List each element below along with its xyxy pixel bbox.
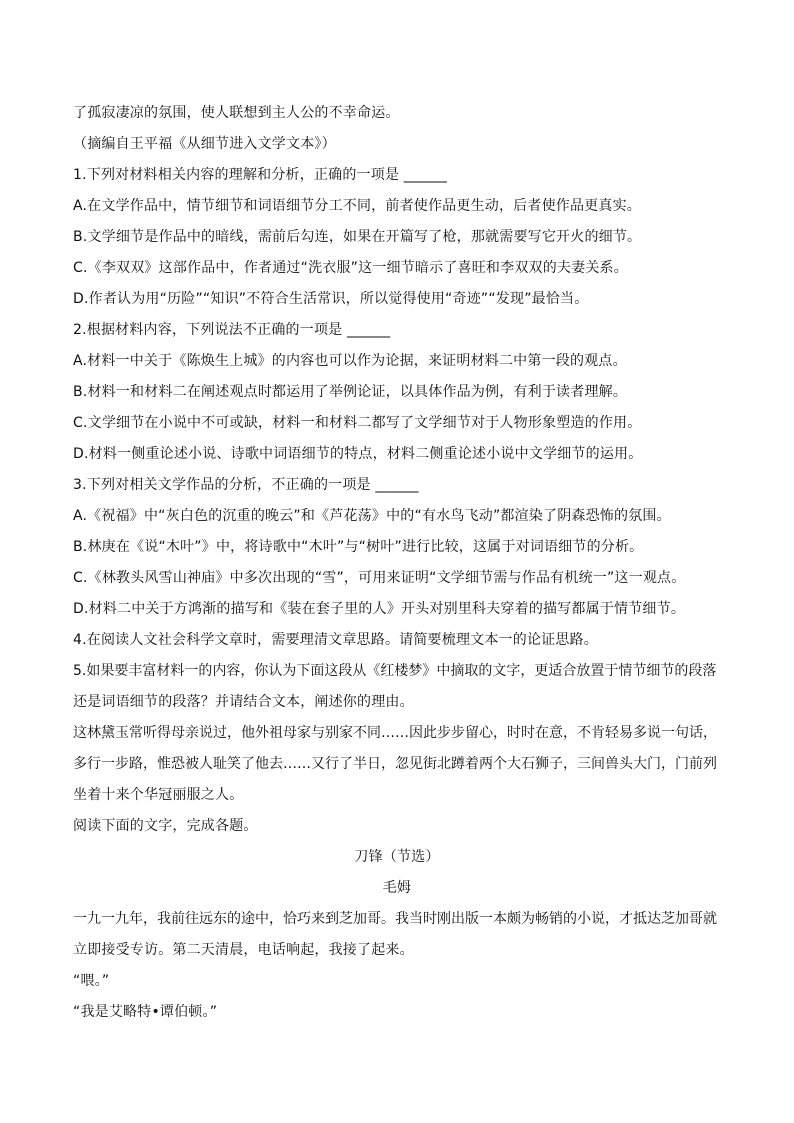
question-3-option-d: D.材料二中关于方鸿渐的描写和《装在套子里的人》开头对别里科夫穿着的描写都属于情节细节。 [73,601,686,617]
passage-title: 刀锋（节选） [354,849,440,865]
passage-dialogue: “我是艾略特•谭伯顿。” [73,1004,218,1020]
question-5-continued: 还是词语细节的段落？并请结合文本，阐述你的理由。 [73,694,414,710]
text-line: 了孤寂凄凉的氛围，使人联想到主人公的不幸命运。 [73,105,400,121]
question-2-option-a: A.材料一中关于《陈焕生上城》的内容也可以作为论据，来证明材料二中第一段的观点。 [73,353,627,369]
question-1-option-d: D.作者认为用“历险”“知识”不符合生活常识，所以觉得使用“奇迹”“发现”最恰当。 [73,291,589,307]
question-1: 1.下列对材料相关内容的理解和分析，正确的一项是 ______ [73,167,448,183]
passage-author: 毛姆 [382,880,412,896]
question-1-option-b: B.文学细节是作品中的暗线，需前后勾连，如果在开篇写了枪，那就需要写它开火的细节。 [73,229,642,245]
question-3: 3.下列对相关文学作品的分析，不正确的一项是 ______ [73,477,419,493]
source-citation: （摘编自王平福《从细节进入文学文本》） [73,136,336,152]
document-page [73,98,721,1028]
passage-line: 立即接受专访。第二天清晨，电话响起，我接了起来。 [73,942,414,958]
question-2-option-b: B.材料一和材料二在阐述观点时都运用了举例论证，以具体作品为例，有利于读者理解。 [73,384,628,400]
question-4: 4.在阅读人文社会科学文章时，需要理清文章思路。请简要梳理文本一的论证思路。 [73,632,598,648]
excerpt-line: 多行一步路，惟恐被人耻笑了他去……又行了半日，忽见街北蹲着两个大石狮子，三间兽头大门，门前列 [73,756,717,772]
question-2: 2.根据材料内容，下列说法不正确的一项是 ______ [73,322,391,338]
passage-dialogue: “喂。” [73,973,110,989]
question-3-option-b: B.林庚在《说“木叶”》中，将诗歌中“木叶”与“树叶”进行比较，这属于对词语细节的分析。 [73,539,644,555]
excerpt-line: 这林黛玉常听得母亲说过，他外祖母家与别家不同……因此步步留心，时时在意，不肯轻易多说一句话， [73,725,717,741]
reading-instruction: 阅读下面的文字，完成各题。 [73,818,258,834]
question-2-option-d: D.材料一侧重论述小说、诗歌中词语细节的特点，材料二侧重论述小说中文学细节的运用。 [73,446,643,462]
question-1-option-a: A.在文学作品中，情节细节和词语细节分工不同，前者使作品更生动，后者使作品更真实。 [73,198,641,214]
question-5: 5.如果要丰富材料一的内容，你认为下面这段从《红楼梦》中摘取的文字，更适合放置于情节细节的段落 [73,663,717,679]
question-2-option-c: C.文学细节在小说中不可或缺，材料一和材料二都写了文学细节对于人物形象塑造的作用。 [73,415,642,431]
excerpt-line: 坐着十来个华冠丽服之人。 [73,787,244,803]
question-1-option-c: C.《李双双》这部作品中，作者通过“洗衣服”这一细节暗示了喜旺和李双双的夫妻关系。 [73,260,628,276]
question-3-option-c: C.《林教头风雪山神庙》中多次出现的“雪”，可用来证明“文学细节需与作品有机统一”这一观点。 [73,570,686,586]
passage-line: 一九一九年，我前往远东的途中，恰巧来到芝加哥。我当时刚出版一本颇为畅销的小说，才抵达芝加哥就 [73,911,717,927]
question-3-option-a: A.《祝福》中“灰白色的沉重的晚云”和《芦花荡》中的“有水鸟飞动”都渲染了阴森恐怖的氛围。 [73,508,671,524]
